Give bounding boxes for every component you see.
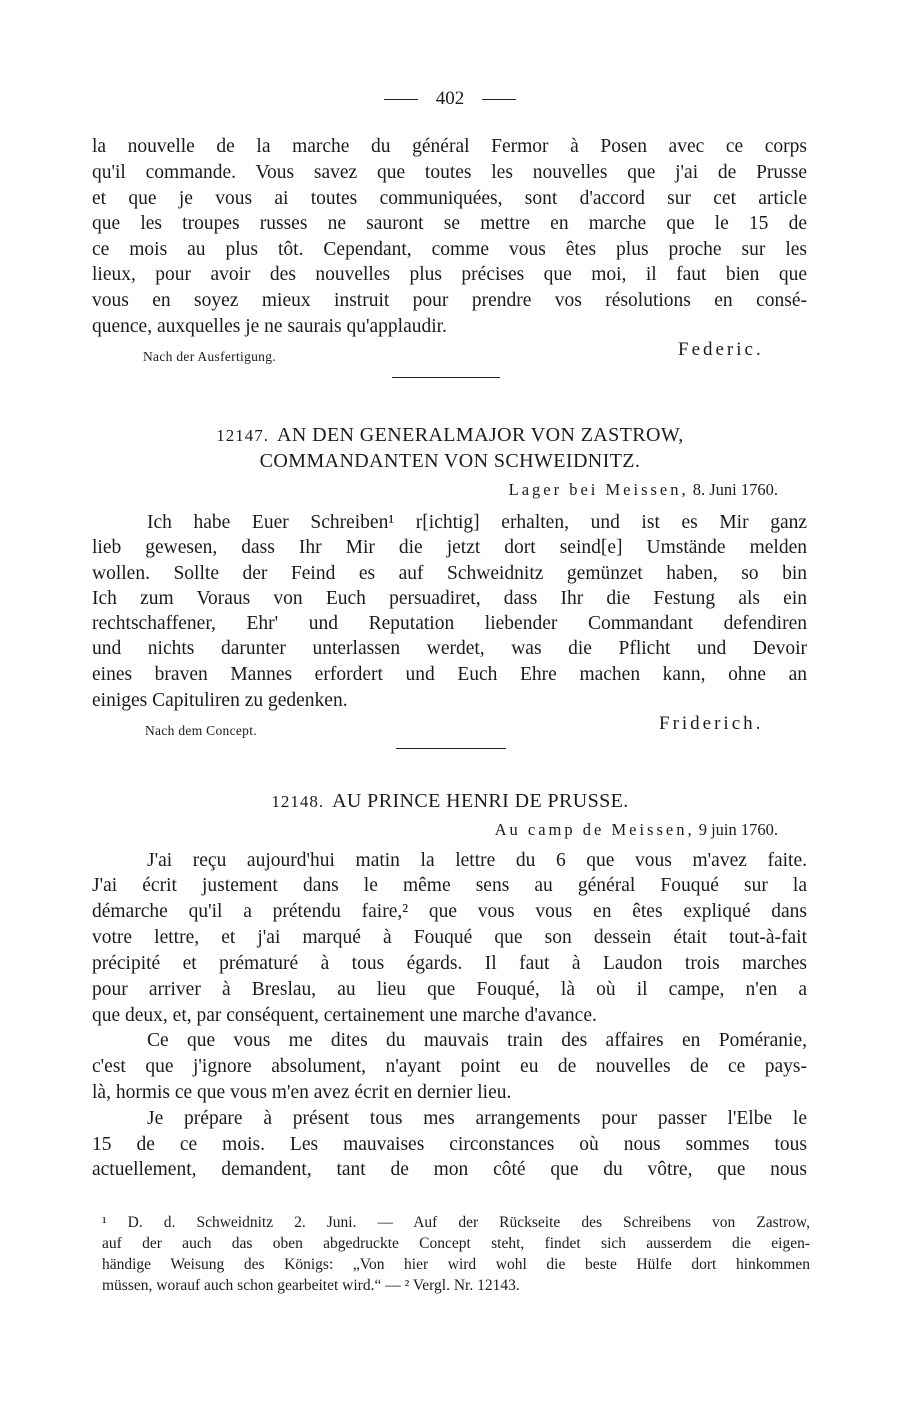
- letter-12147-source-note: Nach dem Concept.: [145, 723, 257, 738]
- footnote-line: müssen, worauf auch schon gearbeitet wird.“ — ² Vergl. Nr. 12143.: [102, 1277, 520, 1294]
- letter-12148-date: 9 juin 1760.: [698, 820, 778, 839]
- letter-12147-dateline: [509, 479, 778, 501]
- letter-12147-heading: [0, 422, 900, 449]
- letter-12147-signature: Friderich.: [659, 713, 764, 734]
- letter-12148-place: Au camp de Meissen,: [494, 820, 695, 839]
- page-number-text: 402: [435, 88, 465, 109]
- letter-12147-heading-line1: AN DEN GENERALMAJOR VON ZASTROW,: [277, 424, 684, 446]
- letter-12148-heading-text: AU PRINCE HENRI DE PRUSSE.: [332, 790, 629, 812]
- letter-12147-line: und nichts darunter unterlassen werdet, was die Pflicht und Devoir: [92, 638, 807, 659]
- section-divider: [396, 748, 506, 749]
- letter-12148-dateline: [495, 819, 778, 841]
- letter-12147-place: Lager bei Meissen,: [508, 480, 689, 499]
- page-number-dash-left: [384, 99, 418, 100]
- letter-12148-line: c'est que j'ignore absolument, n'ayant point eu de nouvelles de ce pays-: [92, 1056, 807, 1077]
- intro-line: la nouvelle de la marche du général Fermor à Posen avec ce corps: [92, 136, 807, 157]
- letter-12147-line: rechtschaffener, Ehr' und Reputation liebender Commandant defendiren: [92, 613, 807, 634]
- intro-line: lieux, pour avoir des nouvelles plus précises que moi, il faut bien que: [92, 264, 807, 285]
- letter-12147-line: Ich zum Voraus von Euch persuadiret, dass Ihr die Festung als ein: [92, 588, 807, 609]
- letter-12147-line: lieb gewesen, dass Ihr Mir die jetzt dort seind[e] Umstände melden: [92, 537, 807, 558]
- letter-12148-line: là, hormis ce que vous m'en avez écrit en dernier lieu.: [92, 1082, 512, 1103]
- page-number-dash-right: [482, 99, 516, 100]
- letter-12147-line: einiges Capituliren zu gedenken.: [92, 690, 348, 711]
- intro-signature: Federic.: [678, 339, 764, 360]
- footnote-line: auf der auch das oben abgedruckte Concept steht, findet sich ausserdem die eigen-: [102, 1235, 810, 1252]
- letter-12148-line: pour arriver à Breslau, au lieu que Fouqué, là où il campe, n'en a: [92, 979, 807, 1000]
- intro-line: qu'il commande. Vous savez que toutes les nouvelles que j'ai de Prusse: [92, 162, 807, 183]
- letter-12148-number: 12148.: [271, 792, 325, 811]
- page-number: [0, 86, 900, 112]
- letter-12148-line: précipité et prématuré à tous égards. Il faut à Laudon trois marches: [92, 953, 807, 974]
- footnote-line: händige Weisung des Königs: „Von hier wird wohl die beste Hülfe dort hinkommen: [102, 1256, 810, 1273]
- letter-12147-line: wollen. Sollte der Feind es auf Schweidnitz gemünzet haben, so bin: [92, 563, 807, 584]
- letter-12148-line: actuellement, demandent, tant de mon côté que du vôtre, que nous: [92, 1159, 807, 1180]
- intro-line: ce mois au plus tôt. Cependant, comme vous êtes plus proche sur les: [92, 239, 807, 260]
- intro-line: que les troupes russes ne sauront se mettre en marche que le 15 de: [92, 213, 807, 234]
- letter-12148-line: démarche qu'il a prétendu faire,² que vous vous en êtes expliqué dans: [92, 901, 807, 922]
- letter-12148-line: Je prépare à présent tous mes arrangements pour passer l'Elbe le: [147, 1108, 807, 1129]
- letter-12147-heading-line2: COMMANDANTEN VON SCHWEIDNITZ.: [259, 450, 641, 472]
- letter-12147-date: 8. Juni 1760.: [692, 480, 778, 499]
- letter-12148-heading: [0, 788, 900, 815]
- letter-12148-line: votre lettre, et j'ai marqué à Fouqué que son dessein était tout-à-fait: [92, 927, 807, 948]
- letter-12148-line: J'ai écrit justement dans le même sens au général Fouqué sur la: [92, 875, 807, 896]
- intro-source-note: Nach der Ausfertigung.: [143, 349, 276, 364]
- intro-line: quence, auxquelles je ne saurais qu'applaudir.: [92, 316, 447, 337]
- letter-12147-number: 12147.: [216, 426, 270, 445]
- intro-line: vous en soyez mieux instruit pour prendre vos résolutions en consé-: [92, 290, 807, 311]
- footnote-line: ¹ D. d. Schweidnitz 2. Juni. — Auf der Rückseite des Schreibens von Zastrow,: [102, 1214, 810, 1231]
- intro-line: et que je vous ai toutes communiquées, sont d'accord sur cet article: [92, 188, 807, 209]
- letter-12148-line: 15 de ce mois. Les mauvaises circonstances où nous sommes tous: [92, 1134, 807, 1155]
- letter-12148-line: que deux, et, par conséquent, certainement une marche d'avance.: [92, 1005, 597, 1026]
- letter-12147-line: Ich habe Euer Schreiben¹ r[ichtig] erhalten, und ist es Mir ganz: [147, 512, 807, 533]
- letter-12148-line: Ce que vous me dites du mauvais train des affaires en Poméranie,: [147, 1030, 807, 1051]
- letter-12147-line: eines braven Mannes erfordert und Euch Ehre machen kann, ohne an: [92, 664, 807, 685]
- section-divider: [392, 377, 500, 378]
- letter-12148-line: J'ai reçu aujourd'hui matin la lettre du 6 que vous m'avez faite.: [147, 850, 807, 871]
